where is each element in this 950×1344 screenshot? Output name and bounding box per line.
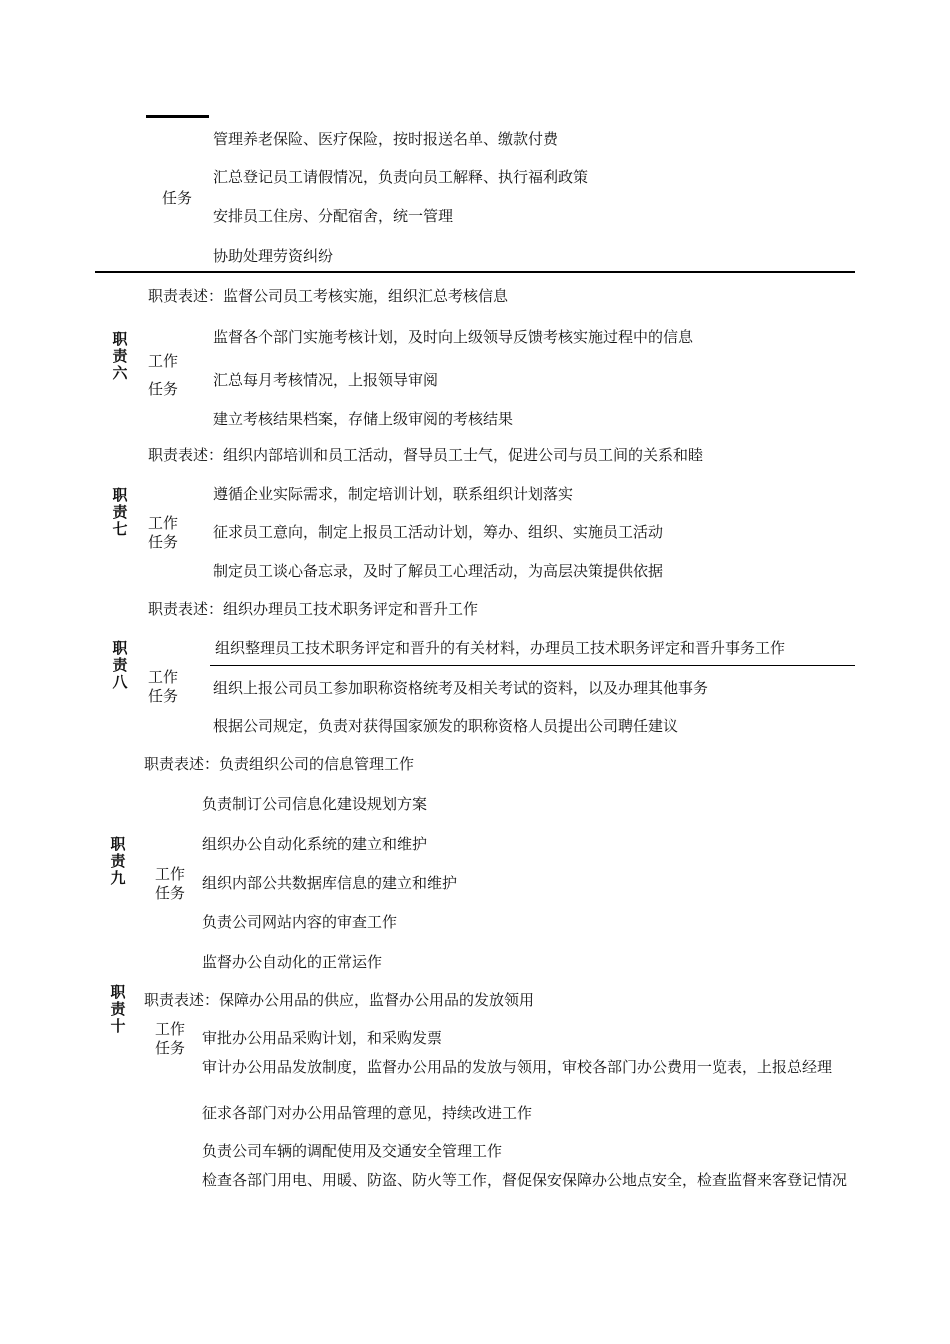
task-label: 任务: [148, 687, 179, 705]
task-item: 建立考核结果档案，存储上级审阅的考核结果: [213, 410, 514, 428]
duty-description: 职责表述：组织内部培训和员工活动，督导员工士气，促进公司与员工间的关系和睦: [148, 446, 704, 464]
task-item: 根据公司规定，负责对获得国家颁发的职称资格人员提出公司聘任建议: [213, 717, 679, 735]
task-item: 负责公司车辆的调配使用及交通安全管理工作: [202, 1142, 503, 1160]
work-label: 工作: [155, 865, 186, 883]
duty-label-text: 职 责 十: [110, 983, 126, 1035]
task-item: 组织整理员工技术职务评定和晋升的有关材料，办理员工技术职务评定和晋升事务工作: [215, 639, 786, 657]
task-item: 征求员工意向，制定上报员工活动计划，筹办、组织、实施员工活动: [213, 523, 664, 541]
duty-description: 职责表述：保障办公用品的供应，监督办公用品的发放领用: [144, 991, 535, 1009]
duty-label: [110, 487, 130, 538]
duty-label: [108, 984, 128, 1035]
task-item: 管理养老保险、医疗保险，按时报送名单、缴款付费: [213, 130, 559, 148]
duty-description: 职责表述：负责组织公司的信息管理工作: [144, 755, 415, 773]
section-divider: [95, 271, 855, 273]
task-item: 安排员工住房、分配宿舍，统一管理: [213, 207, 454, 225]
task-item: 汇总登记员工请假情况，负责向员工解释、执行福利政策: [213, 168, 589, 186]
task-item: 负责制订公司信息化建设规划方案: [202, 795, 428, 813]
task-item: 负责公司网站内容的审查工作: [202, 913, 398, 931]
task-label: 任务: [155, 884, 186, 902]
task-item: 监督各个部门实施考核计划，及时向上级领导反馈考核实施过程中的信息: [213, 328, 694, 346]
task-label: 任务: [155, 1039, 186, 1057]
task-item: 监督办公自动化的正常运作: [202, 953, 383, 971]
top-short-rule: [146, 115, 209, 118]
task-label: 任务: [148, 533, 179, 551]
duty-label: [110, 640, 130, 691]
duty-description: 职责表述：监督公司员工考核实施，组织汇总考核信息: [148, 287, 509, 305]
work-label: 工作: [148, 668, 179, 686]
work-label: 工作: [155, 1020, 186, 1038]
duty-label: [108, 836, 128, 887]
duty-label-text: 职 责 八: [112, 639, 128, 691]
duty-label-text: 职 责 九: [110, 835, 126, 887]
task-label: 任务: [148, 380, 179, 398]
task-item: 组织上报公司员工参加职称资格统考及相关考试的资料，以及办理其他事务: [213, 679, 709, 697]
duty-label-text: 职 责 七: [112, 486, 128, 538]
task-item: 协助处理劳资纠纷: [213, 247, 334, 265]
duty-description: 职责表述：组织办理员工技术职务评定和晋升工作: [148, 600, 479, 618]
duty-label: [110, 331, 130, 382]
task-item: 遵循企业实际需求，制定培训计划，联系组织计划落实: [213, 485, 574, 503]
task-item: 征求各部门对办公用品管理的意见，持续改进工作: [202, 1104, 533, 1122]
task-item: 组织内部公共数据库信息的建立和维护: [202, 874, 458, 892]
duty-label-text: 职 责 六: [112, 330, 128, 382]
task-item: 制定员工谈心备忘录，及时了解员工心理活动，为高层决策提供依据: [213, 562, 664, 580]
task-label: 任务: [162, 189, 193, 207]
work-label: 工作: [148, 514, 179, 532]
task-item: 汇总每月考核情况，上报领导审阅: [213, 371, 439, 389]
task-item: 审计办公用品发放制度，监督办公用品的发放与领用，审校各部门办公费用一览表，上报总经理: [202, 1058, 833, 1076]
task-item: 检查各部门用电、用暖、防盗、防火等工作，督促保安保障办公地点安全，检查监督来客登记情况: [202, 1171, 848, 1189]
task-item: 审批办公用品采购计划，和采购发票: [202, 1029, 443, 1047]
task-item: 组织办公自动化系统的建立和维护: [202, 835, 428, 853]
row-rule: [210, 665, 855, 666]
work-label: 工作: [148, 352, 179, 370]
